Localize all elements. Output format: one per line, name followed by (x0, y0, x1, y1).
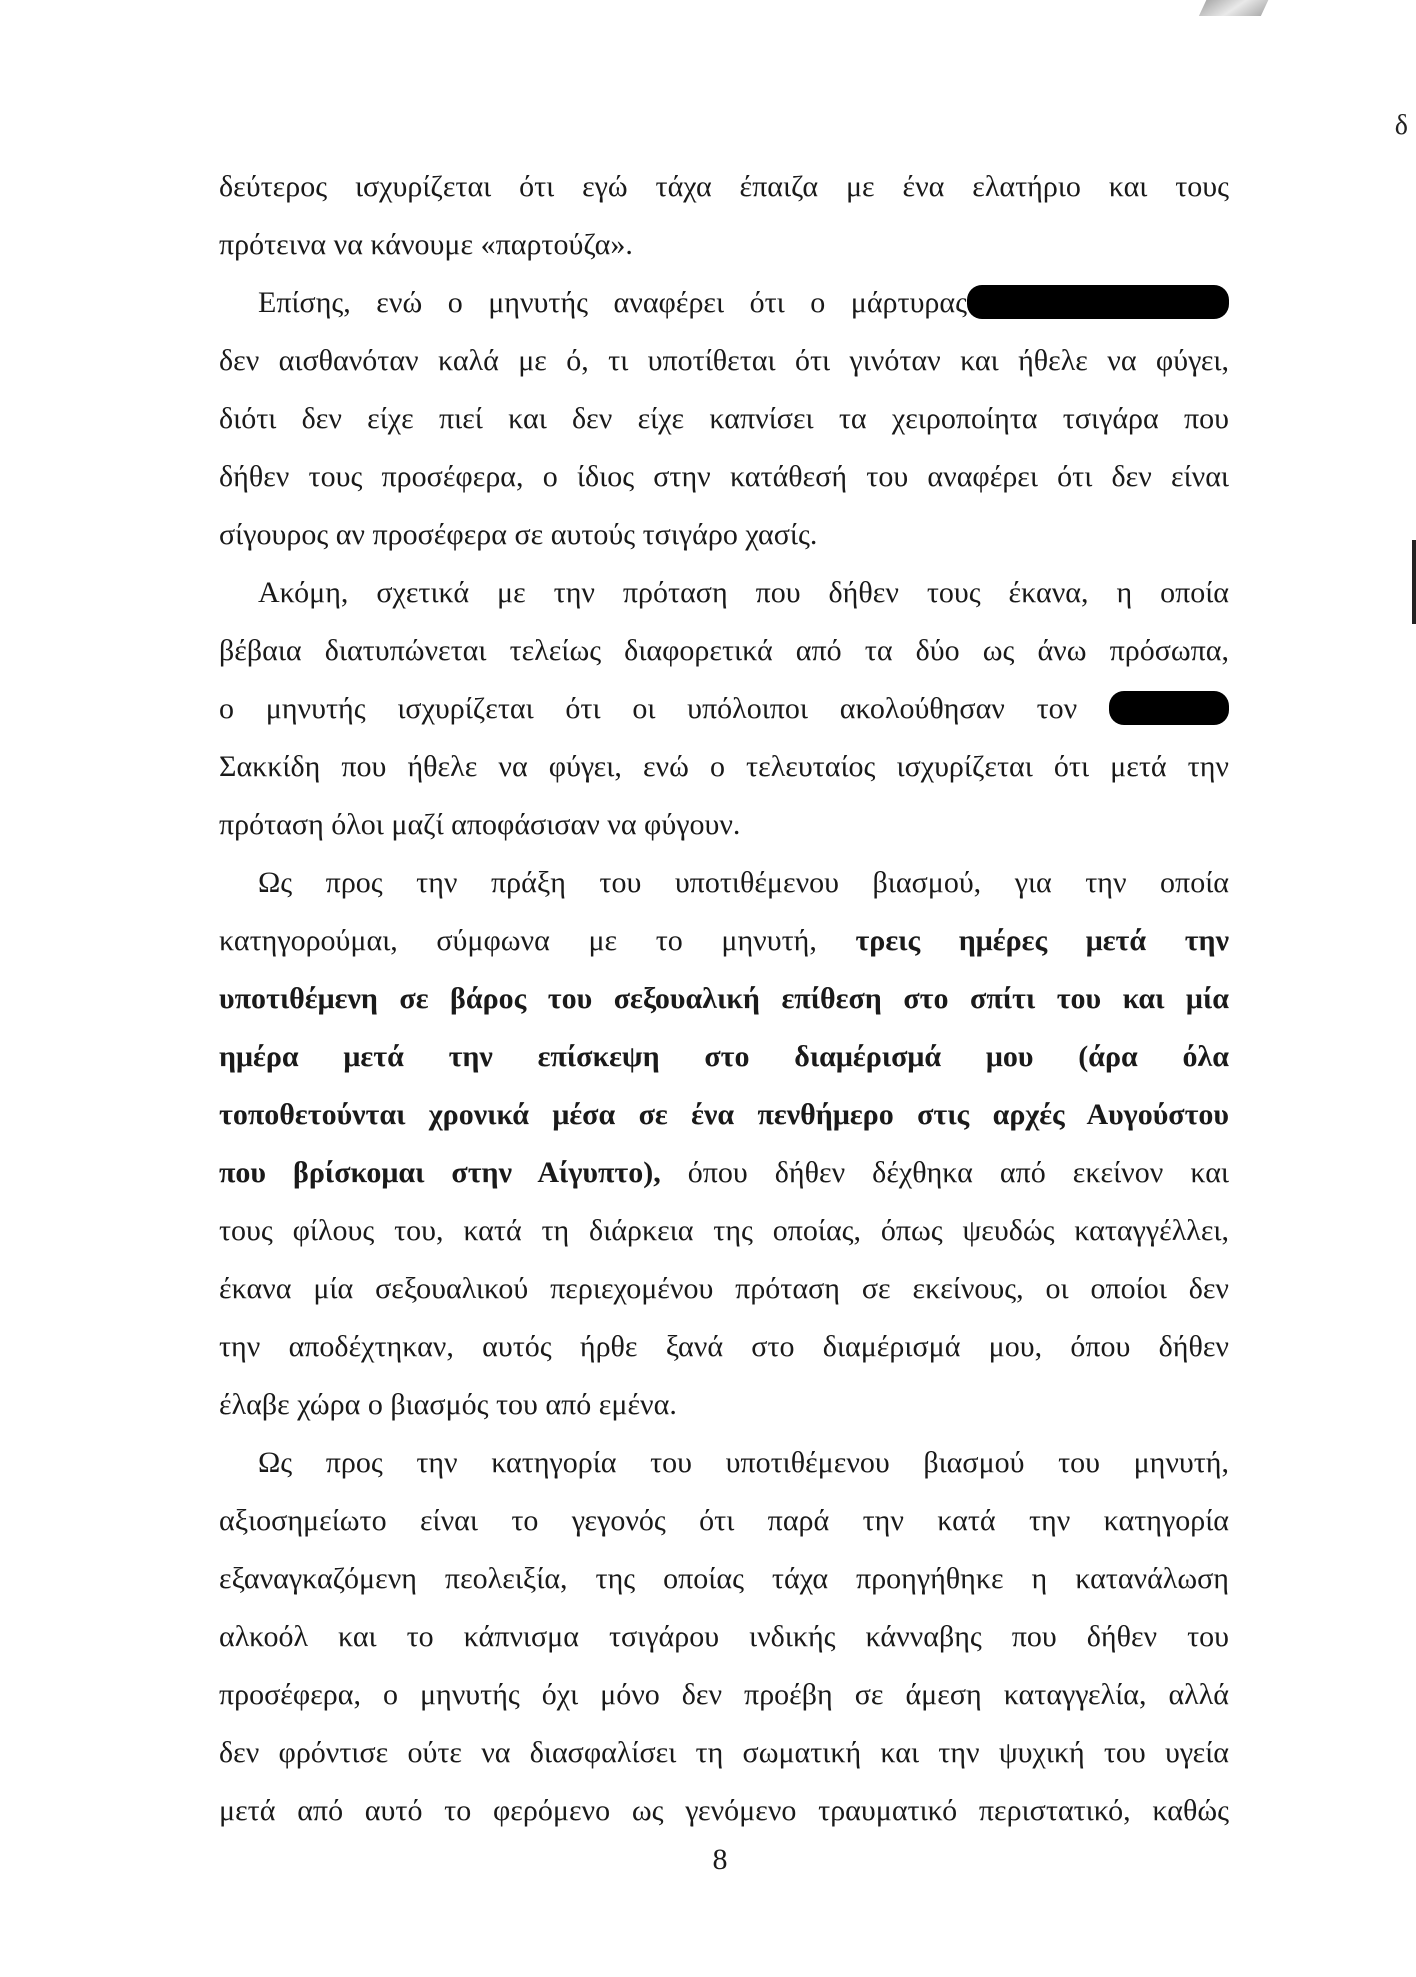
scan-edge-mark (1412, 540, 1416, 624)
text-span: Επίσης, ενώ ο μηνυτής αναφέρει ότι ο μάρτυρας (258, 286, 967, 319)
text-line: έλαβε χώρα ο βιασμός του από εμένα. (219, 1388, 677, 1421)
bold-text-span: τρεις ημέρες μετά την (855, 924, 1229, 957)
bold-text-line: τοποθετούνται χρονικά μέσα σε ένα πενθήμερο στις αρχές Αυγούστου (219, 1098, 1229, 1131)
text-line: προσέφερα, ο μηνυτής όχι μόνο δεν προέβη σε άμεση καταγγελία, αλλά (219, 1678, 1229, 1711)
text-line: μετά από αυτό το φερόμενο ως γενόμενο τραυματικό περιστατικό, καθώς (219, 1794, 1229, 1827)
text-line (219, 680, 1229, 738)
text-line: διότι δεν είχε πιεί και δεν είχε καπνίσει τα χειροποίητα τσιγάρα που (219, 402, 1229, 435)
redaction-box (967, 285, 1229, 319)
text-line: δεν φρόντισε ούτε να διασφαλίσει τη σωματική και την ψυχική του υγεία (219, 1736, 1229, 1769)
text-line: την αποδέχτηκαν, αυτός ήρθε ξανά στο διαμέρισμά μου, όπου δήθεν (219, 1330, 1229, 1363)
margin-handwritten-mark: δ (1394, 110, 1408, 141)
text-line: Σακκίδη που ήθελε να φύγει, ενώ ο τελευταίος ισχυρίζεται ότι μετά την (219, 750, 1229, 783)
text-line: δεύτερος ισχυρίζεται ότι εγώ τάχα έπαιζα με ένα ελατήριο και τους (219, 170, 1229, 203)
bold-text-line: ημέρα μετά την επίσκεψη στο διαμέρισμά μου (άρα όλα (219, 1040, 1229, 1073)
scan-corner-mark (1199, 0, 1271, 16)
text-line: δήθεν τους προσέφερα, ο ίδιος στην κατάθεσή του αναφέρει ότι δεν είναι (219, 460, 1229, 493)
text-line (219, 1144, 1229, 1202)
text-span: ο μηνυτής ισχυρίζεται ότι οι υπόλοιποι ακολούθησαν τον (219, 692, 1078, 725)
text-span: κατηγορούμαι, σύμφωνα με το μηνυτή, (219, 924, 817, 957)
text-line: βέβαια διατυπώνεται τελείως διαφορετικά από τα δύο ως άνω πρόσωπα, (219, 634, 1229, 667)
body-text (219, 158, 1229, 1840)
redaction-box (1109, 691, 1229, 725)
text-span: όπου δήθεν δέχθηκα από εκείνον και (687, 1156, 1229, 1189)
text-line (219, 274, 1229, 332)
text-line: αλκοόλ και το κάπνισμα τσιγάρου ινδικής κάνναβης που δήθεν του (219, 1620, 1229, 1653)
text-line: έκανα μία σεξουαλικού περιεχομένου πρόταση σε εκείνους, οι οποίοι δεν (219, 1272, 1229, 1305)
page-number: 8 (712, 1843, 728, 1876)
text-line (219, 912, 1229, 970)
text-line: Ως προς την πράξη του υποτιθέμενου βιασμού, για την οποία (258, 866, 1229, 899)
text-line: εξαναγκαζόμενη πεολειξία, της οποίας τάχα προηγήθηκε η κατανάλωση (219, 1562, 1229, 1595)
bold-text-span: που βρίσκομαι στην Αίγυπτο), (219, 1156, 661, 1189)
text-line: Ως προς την κατηγορία του υποτιθέμενου βιασμού του μηνυτή, (258, 1446, 1229, 1479)
text-line: Ακόμη, σχετικά με την πρόταση που δήθεν τους έκανα, η οποία (258, 576, 1229, 609)
text-line: δεν αισθανόταν καλά με ό, τι υποτίθεται ότι γινόταν και ήθελε να φύγει, (219, 344, 1229, 377)
text-line: πρόταση όλοι μαζί αποφάσισαν να φύγουν. (219, 808, 741, 841)
bold-text-line: υποτιθέμενη σε βάρος του σεξουαλική επίθεση στο σπίτι του και μία (219, 982, 1229, 1015)
text-line: σίγουρος αν προσέφερα σε αυτούς τσιγάρο χασίς. (219, 518, 818, 551)
text-line: τους φίλους του, κατά τη διάρκεια της οποίας, όπως ψευδώς καταγγέλλει, (219, 1214, 1229, 1247)
text-line: αξιοσημείωτο είναι το γεγονός ότι παρά την κατά την κατηγορία (219, 1504, 1229, 1537)
text-line: πρότεινα να κάνουμε «παρτούζα». (219, 228, 633, 261)
